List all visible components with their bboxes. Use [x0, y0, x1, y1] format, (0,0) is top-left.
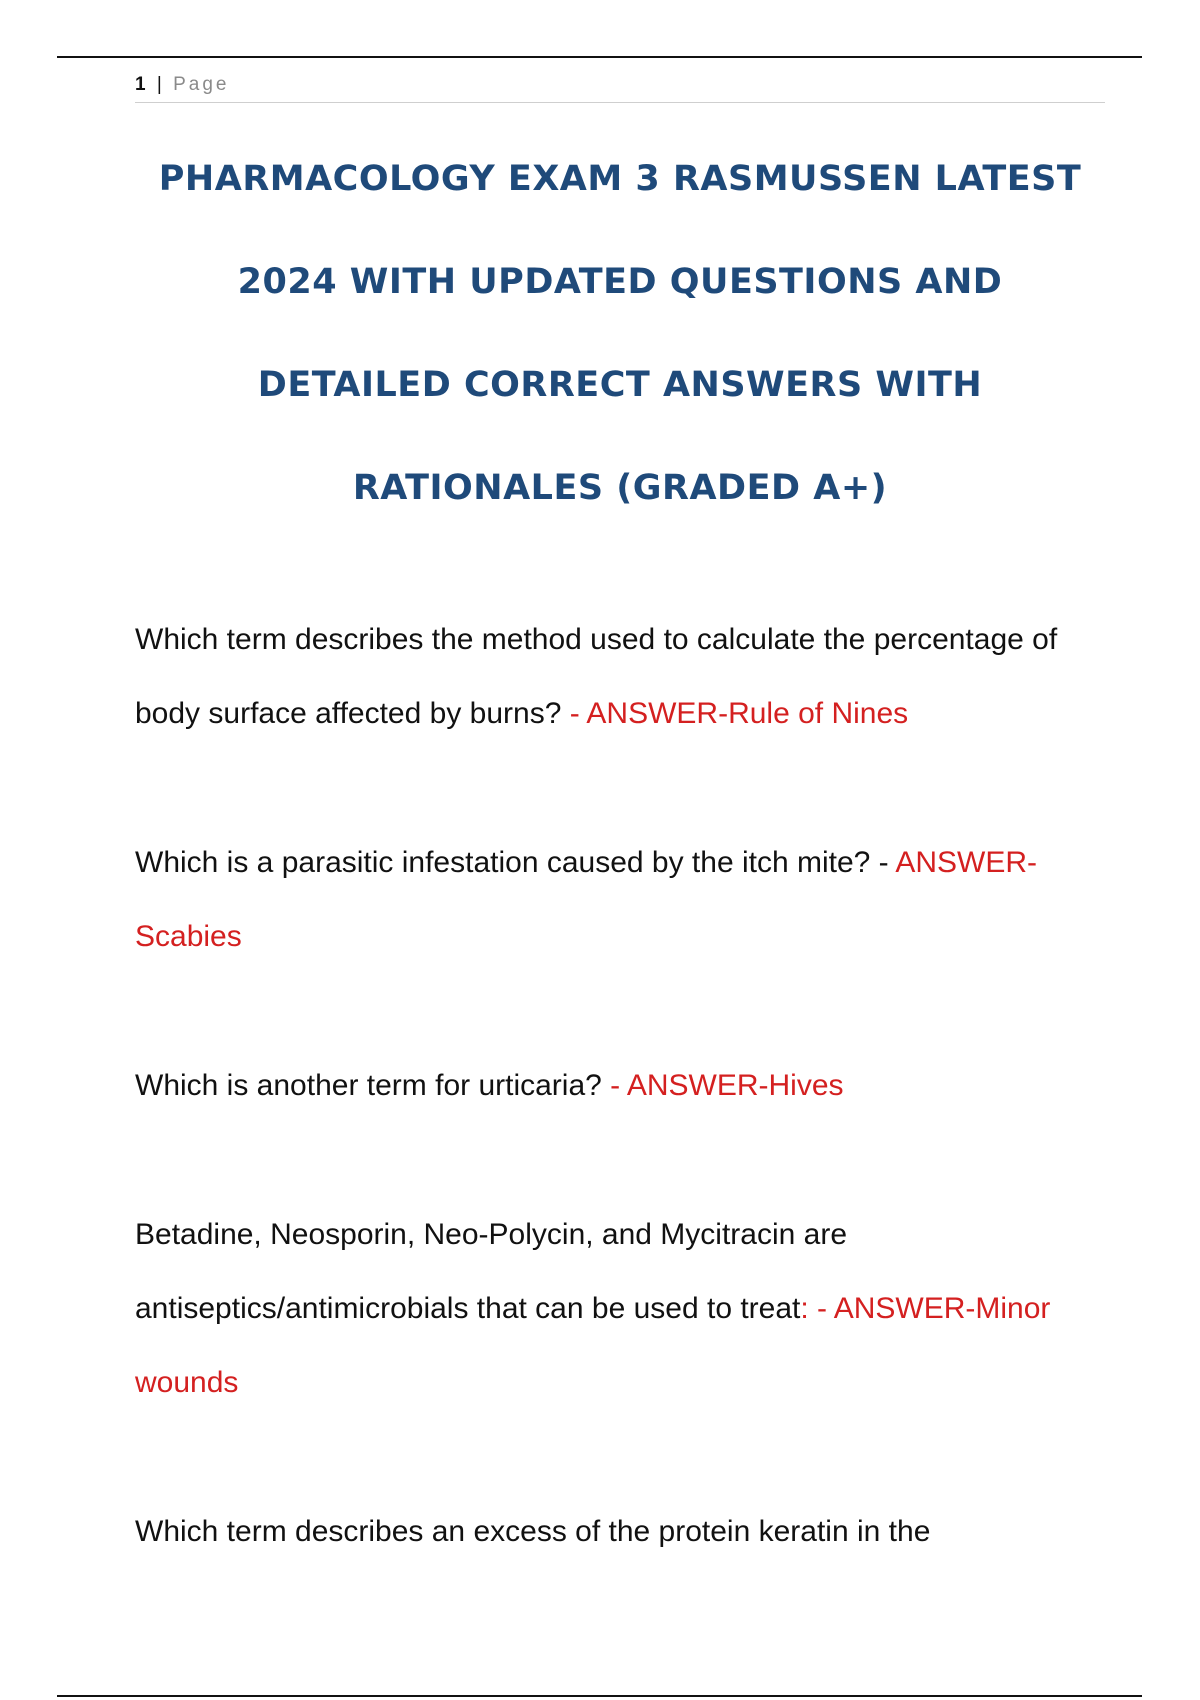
answer-text: : - ANSWER-Minor wounds: [135, 1292, 1051, 1399]
question-text: Which term describes an excess of the protein keratin in the: [135, 1515, 931, 1548]
qa-list: [135, 603, 1115, 1644]
bottom-rule: [57, 1695, 1142, 1697]
title-line: RATIONALES (GRADED A+): [352, 468, 888, 508]
qa-item: [135, 1495, 1115, 1569]
qa-item: [135, 1049, 1115, 1123]
question-text: Betadine, Neosporin, Neo-Polycin, and Mycitracin are antiseptics/antimicrobials that can be used to treat: [135, 1218, 848, 1325]
answer-text: ANSWER-Scabies: [135, 846, 1038, 953]
page-number: 1: [135, 74, 149, 95]
qa-item: [135, 603, 1115, 751]
page-header: [135, 72, 1105, 103]
title-line: DETAILED CORRECT ANSWERS WITH: [257, 365, 983, 405]
page-word: Page: [173, 74, 230, 95]
answer-text: - ANSWER-Hives: [610, 1069, 844, 1102]
question-text: Which term describes the method used to calculate the percentage of body surface affected by burns?: [135, 623, 1058, 730]
qa-item: [135, 826, 1115, 974]
page-separator: |: [156, 74, 165, 95]
qa-item: [135, 1198, 1115, 1420]
page-label: [135, 74, 229, 95]
top-rule: [57, 56, 1142, 58]
answer-text: - ANSWER-Rule of Nines: [569, 697, 909, 730]
title-line: 2024 WITH UPDATED QUESTIONS AND: [237, 262, 1003, 302]
question-text: Which is another term for urticaria?: [135, 1069, 611, 1102]
document-title: [135, 128, 1105, 540]
question-text: Which is a parasitic infestation caused by the itch mite? -: [135, 846, 896, 879]
title-line: PHARMACOLOGY EXAM 3 RASMUSSEN LATEST: [158, 159, 1082, 199]
